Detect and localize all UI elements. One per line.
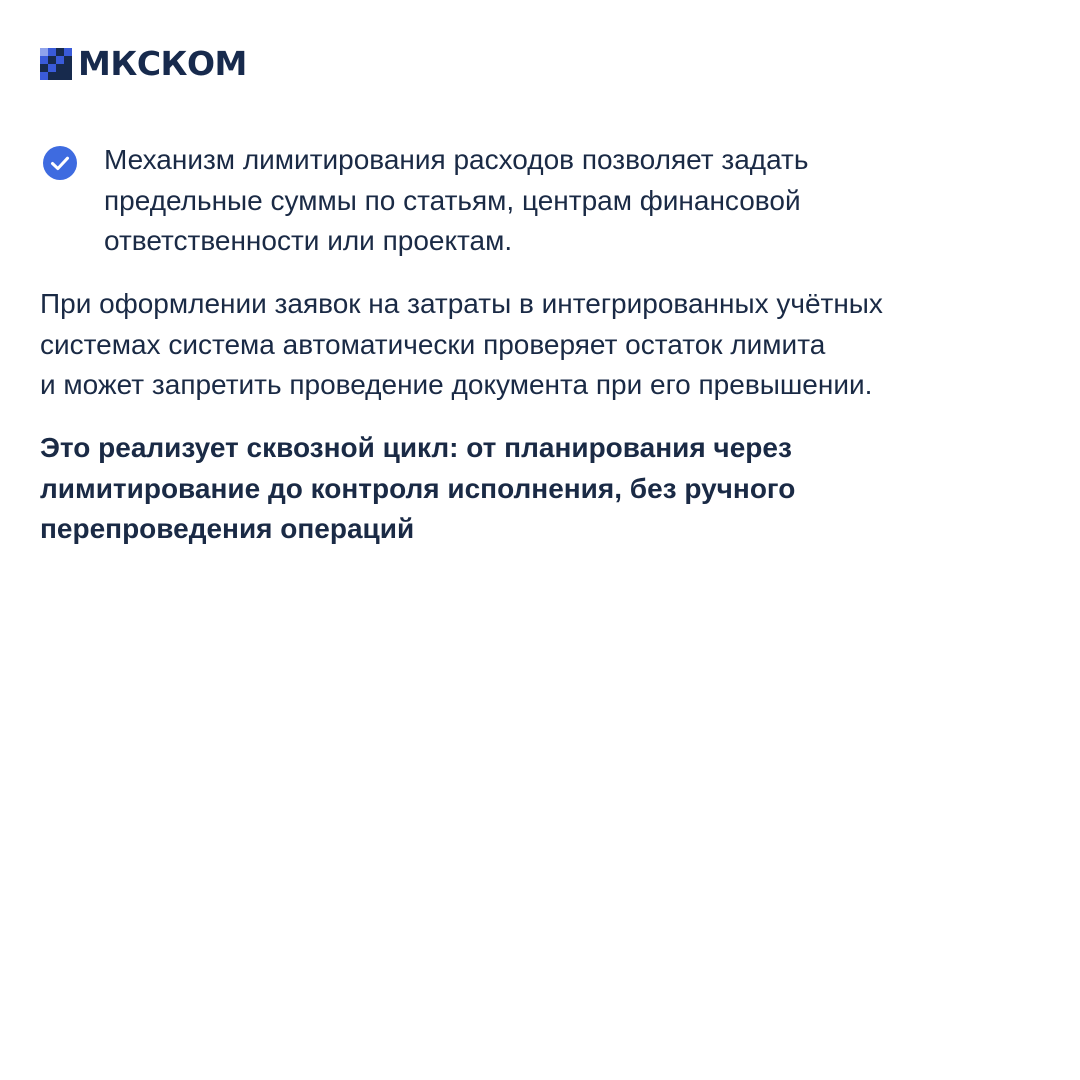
check-circle-icon [42,145,78,181]
brand-logo [40,44,247,83]
paragraph-line: При оформлении заявок на затраты в интегрированных учётных [40,288,883,319]
conclusion-line: лимитирование до контроля исполнения, без ручного [40,472,796,504]
body-paragraph [40,284,1040,406]
conclusion-line: перепроведения операций [40,513,415,544]
bullet-text [104,140,1004,262]
paragraph-line: и может запретить проведение документа при его превышении. [40,369,873,400]
conclusion-paragraph [40,428,1040,550]
pixel-square-icon [40,48,72,80]
paragraph-line: системах система автоматически проверяет остаток лимита [40,328,826,360]
brand-name: МКСКОМ [78,44,247,83]
bullet-line: предельные суммы по статьям, центрам финансовой [104,184,801,216]
bullet-line: ответственности или проектам. [104,225,513,256]
bullet-line: Механизм лимитирования расходов позволяет задать [104,144,809,175]
conclusion-line: Это реализует сквозной цикл: от планирования через [40,432,792,463]
